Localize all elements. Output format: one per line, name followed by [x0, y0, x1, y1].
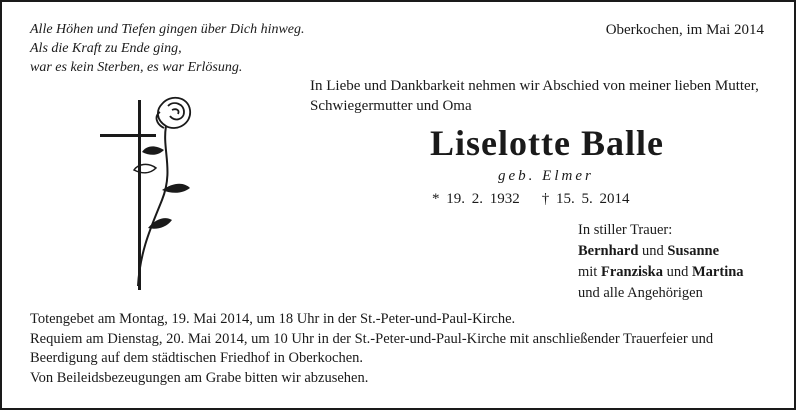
intro-line-1: In Liebe und Dankbarkeit nehmen wir Abschied von meiner lieben Mutter,	[310, 78, 759, 94]
poem-line-1: Alle Höhen und Tiefen gingen über Dich hinweg.	[30, 22, 305, 37]
preposition: mit	[578, 264, 601, 280]
deceased-name: Liselotte Balle	[430, 123, 664, 163]
mourners	[578, 220, 744, 304]
poem	[30, 20, 305, 77]
service-line-3: Beerdigung auf dem städtischen Friedhof in Oberkochen.	[30, 350, 364, 366]
intro-line-2: Schwiegermutter und Oma	[310, 98, 472, 114]
mourners-heading: In stiller Trauer:	[578, 222, 673, 238]
mourner-name: Franziska	[600, 264, 663, 280]
service-line-1: Totengebet am Montag, 19. Mai 2014, um 18 Uhr in der St.-Peter-und-Paul-Kirche.	[30, 311, 516, 327]
mourner-name: Susanne	[667, 243, 720, 259]
mourner-name: Bernhard	[578, 243, 639, 259]
cross-with-rose-icon	[100, 90, 200, 295]
poem-line-2: Als die Kraft zu Ende ging,	[30, 41, 182, 56]
mourners-line-2	[578, 262, 744, 283]
conjunction: und	[663, 264, 692, 280]
mourners-line-3: und alle Angehörigen	[578, 285, 703, 301]
intro-text	[310, 76, 759, 116]
service-line-2: Requiem am Dienstag, 20. Mai 2014, um 10 Uhr in der St.-Peter-und-Paul-Kirche mit anschließender Trauerfeier und	[30, 330, 714, 347]
birth-date: * 19. 2. 1932	[432, 191, 520, 207]
service-line-4: Von Beileidsbezeugungen am Grabe bitten wir abzusehen.	[30, 369, 369, 386]
mourners-line-1	[578, 241, 744, 262]
service-details	[30, 310, 713, 388]
place-date: Oberkochen, im Mai 2014	[605, 22, 764, 38]
poem-line-3: war es kein Sterben, es war Erlösung.	[30, 60, 243, 75]
death-date: † 15. 5. 2014	[541, 191, 630, 207]
maiden-name: geb. Elmer	[498, 168, 594, 184]
life-dates	[432, 191, 630, 208]
conjunction: und	[638, 243, 668, 259]
mourner-name: Martina	[692, 264, 744, 280]
